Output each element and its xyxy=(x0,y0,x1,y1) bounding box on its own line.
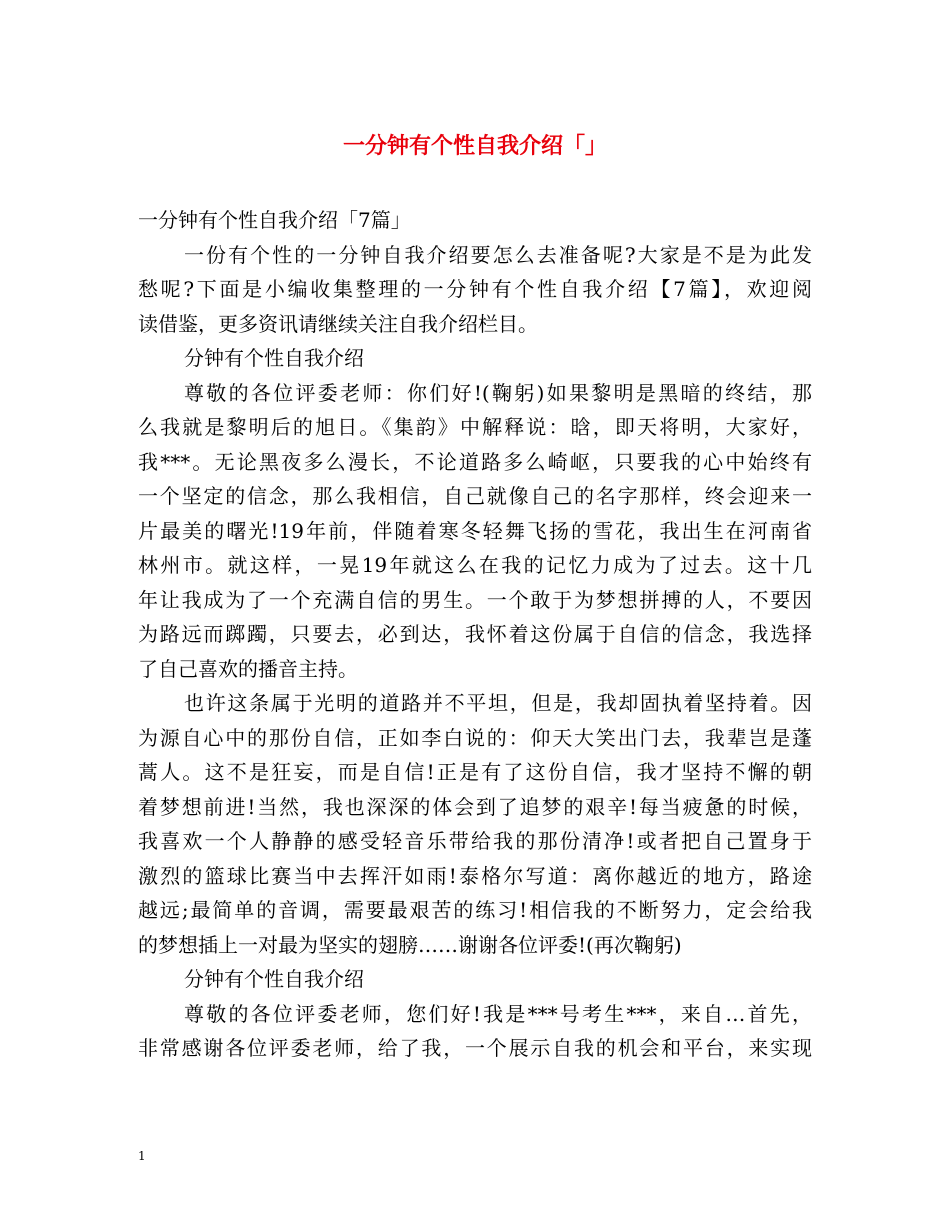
text-line: 为源自心中的那份自信，正如李白说的：仰天大笑出门去，我辈岂是蓬 xyxy=(138,725,812,750)
text-line: 一份有个性的一分钟自我介绍要怎么去准备呢?大家是不是为此发 xyxy=(184,242,812,267)
document-title: 一分钟有个性自我介绍「」 xyxy=(342,133,607,159)
text-line: 我***。无论黑夜多么漫长，不论道路多么崎岖，只要我的心中始终有 xyxy=(138,449,812,474)
text-line: 分钟有个性自我介绍 xyxy=(184,967,364,991)
text-line: 一分钟有个性自我介绍「7篇」 xyxy=(138,208,411,232)
text-line: 么我就是黎明后的旭日。《集韵》中解释说：晗，即天将明，大家好， xyxy=(138,415,812,439)
text-line: 蒿人。这不是狂妄，而是自信!正是有了这份自信，我才坚持不懈的朝 xyxy=(138,760,812,784)
text-line: 了自己喜欢的播音主持。 xyxy=(138,656,358,681)
document-body xyxy=(138,203,812,1066)
text-line: 年让我成为了一个充满自信的男生。一个敢于为梦想拼搏的人，不要因 xyxy=(138,587,812,612)
text-line: 愁呢?下面是小编收集整理的一分钟有个性自我介绍【7篇】，欢迎阅 xyxy=(138,277,812,301)
text-line: 为路远而踯躅，只要去，必到达，我怀着这份属于自信的信念，我选择 xyxy=(138,622,812,646)
text-line: 非常感谢各位评委老师，给了我，一个展示自我的机会和平台，来实现 xyxy=(138,1036,812,1060)
page-number: 1 xyxy=(138,1149,146,1163)
text-line: 片最美的曙光!19年前，伴随着寒冬轻舞飞扬的雪花，我出生在河南省 xyxy=(138,518,812,543)
text-line: 尊敬的各位评委老师，您们好!我是***号考生***，来自…首先， xyxy=(184,1001,812,1026)
text-line: 着梦想前进!当然，我也深深的体会到了追梦的艰辛!每当疲惫的时候， xyxy=(138,794,812,819)
text-line: 的梦想插上一对最为坚实的翅膀……谢谢各位评委!(再次鞠躬) xyxy=(138,932,682,957)
text-line: 激烈的篮球比赛当中去挥汗如雨!泰格尔写道：离你越近的地方，路途 xyxy=(138,863,812,888)
text-line: 读借鉴，更多资讯请继续关注自我介绍栏目。 xyxy=(138,311,538,336)
text-line: 林州市。就这样，一晃19年就这么在我的记忆力成为了过去。这十几 xyxy=(138,553,812,577)
text-line: 分钟有个性自我介绍 xyxy=(184,346,364,370)
text-line: 我喜欢一个人静静的感受轻音乐带给我的那份清净!或者把自己置身于 xyxy=(138,829,812,853)
text-line: 尊敬的各位评委老师：你们好!(鞠躬)如果黎明是黑暗的终结，那 xyxy=(184,380,812,405)
text-line: 也许这条属于光明的道路并不平坦，但是，我却固执着坚持着。因 xyxy=(184,691,812,715)
text-line: 越远;最简单的音调，需要最艰苦的练习!相信我的不断努力，定会给我 xyxy=(138,898,812,922)
text-line: 一个坚定的信念，那么我相信，自己就像自己的名字那样，终会迎来一 xyxy=(138,484,812,508)
